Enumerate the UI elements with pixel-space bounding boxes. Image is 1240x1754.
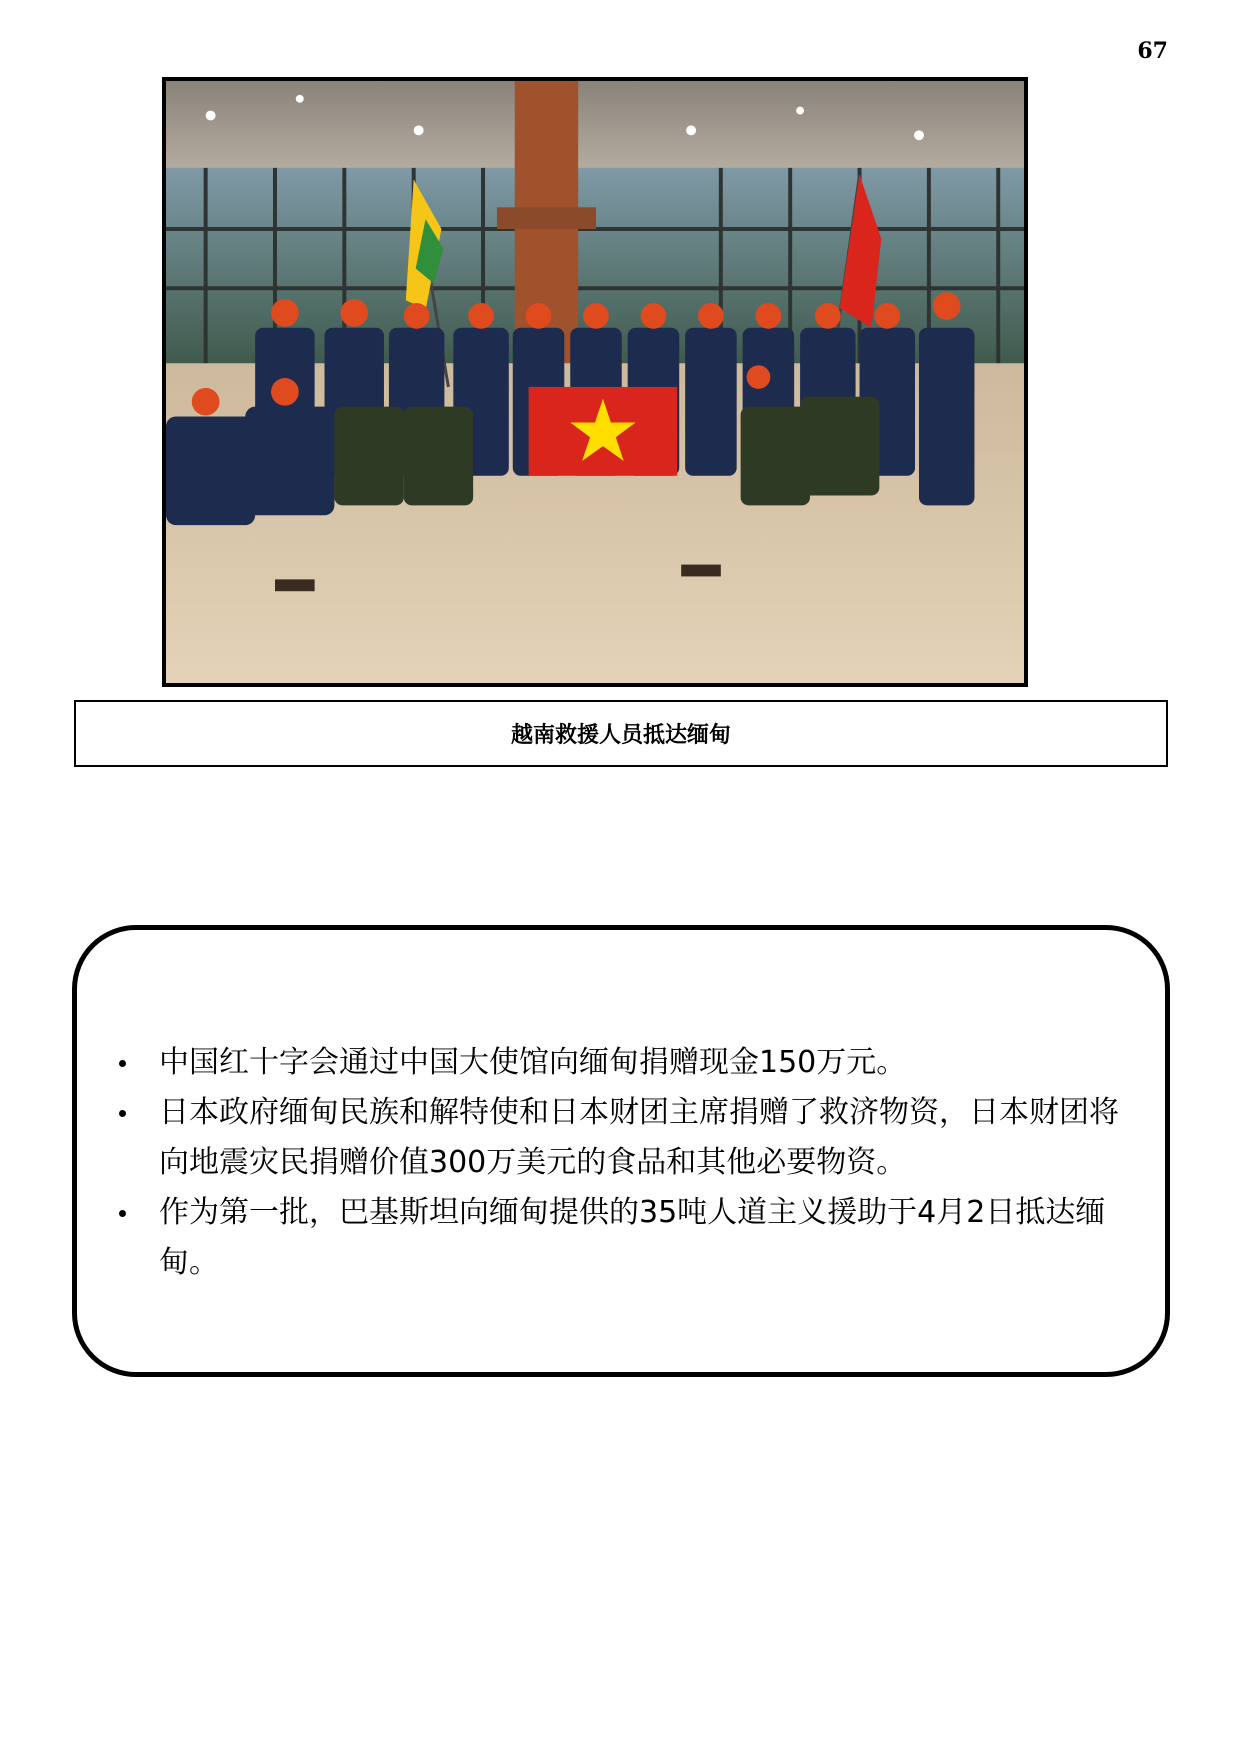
bullet-text: 日本政府缅甸民族和解特使和日本财团主席捐赠了救济物资，日本财团将向地震灾民捐赠价值300万美元的食品和其他必要物资。 bbox=[159, 1095, 1119, 1180]
bullet-icon bbox=[119, 1210, 126, 1217]
bullet-icon bbox=[119, 1110, 126, 1117]
bullet-text: 作为第一批，巴基斯坦向缅甸提供的35吨人道主义援助于4月2日抵达缅甸。 bbox=[159, 1195, 1106, 1280]
list-item bbox=[101, 1188, 1141, 1288]
list-item bbox=[101, 1038, 1141, 1088]
aid-bullet-list bbox=[101, 1038, 1141, 1288]
group-photo-icon bbox=[166, 81, 1024, 683]
rescue-team-photo bbox=[162, 77, 1028, 687]
bullet-icon bbox=[119, 1060, 126, 1067]
list-item bbox=[101, 1088, 1141, 1188]
page-number: 67 bbox=[1137, 38, 1168, 64]
bullet-text: 中国红十字会通过中国大使馆向缅甸捐赠现金150万元。 bbox=[159, 1045, 907, 1080]
aid-info-box bbox=[72, 925, 1170, 1377]
photo-caption: 越南救援人员抵达缅甸 bbox=[74, 700, 1168, 767]
